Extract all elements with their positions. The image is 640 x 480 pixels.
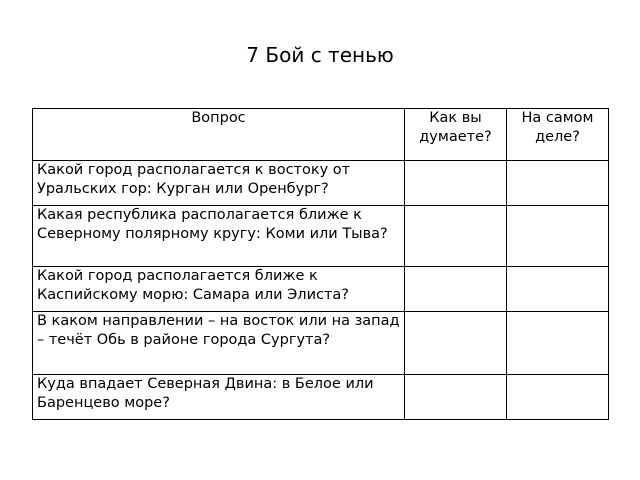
table-header-row (33, 109, 609, 161)
header-question: Вопрос (33, 109, 405, 161)
guess-answer-cell[interactable] (405, 206, 507, 267)
table-row (33, 375, 609, 420)
question-cell: Какой город располагается ближе к Каспийскому морю: Самара или Элиста? (33, 267, 405, 312)
question-cell: В каком направлении – на восток или на запад – течёт Обь в районе города Сургута? (33, 312, 405, 375)
page-title: 7 Бой с тенью (246, 43, 394, 67)
table-row (33, 312, 609, 375)
quiz-table (32, 108, 609, 420)
actual-answer-cell[interactable] (507, 161, 609, 206)
header-guess: Как вы думаете? (405, 109, 507, 161)
actual-answer-cell[interactable] (507, 312, 609, 375)
question-cell: Какой город располагается к востоку от Уральских гор: Курган или Оренбург? (33, 161, 405, 206)
header-actual: На самом деле? (507, 109, 609, 161)
table-row (33, 267, 609, 312)
guess-answer-cell[interactable] (405, 375, 507, 420)
actual-answer-cell[interactable] (507, 375, 609, 420)
table-row (33, 161, 609, 206)
question-cell: Какая республика располагается ближе к Северному полярному кругу: Коми или Тыва? (33, 206, 405, 267)
question-cell: Куда впадает Северная Двина: в Белое или Баренцево море? (33, 375, 405, 420)
actual-answer-cell[interactable] (507, 206, 609, 267)
guess-answer-cell[interactable] (405, 267, 507, 312)
actual-answer-cell[interactable] (507, 267, 609, 312)
guess-answer-cell[interactable] (405, 161, 507, 206)
guess-answer-cell[interactable] (405, 312, 507, 375)
table-row (33, 206, 609, 267)
